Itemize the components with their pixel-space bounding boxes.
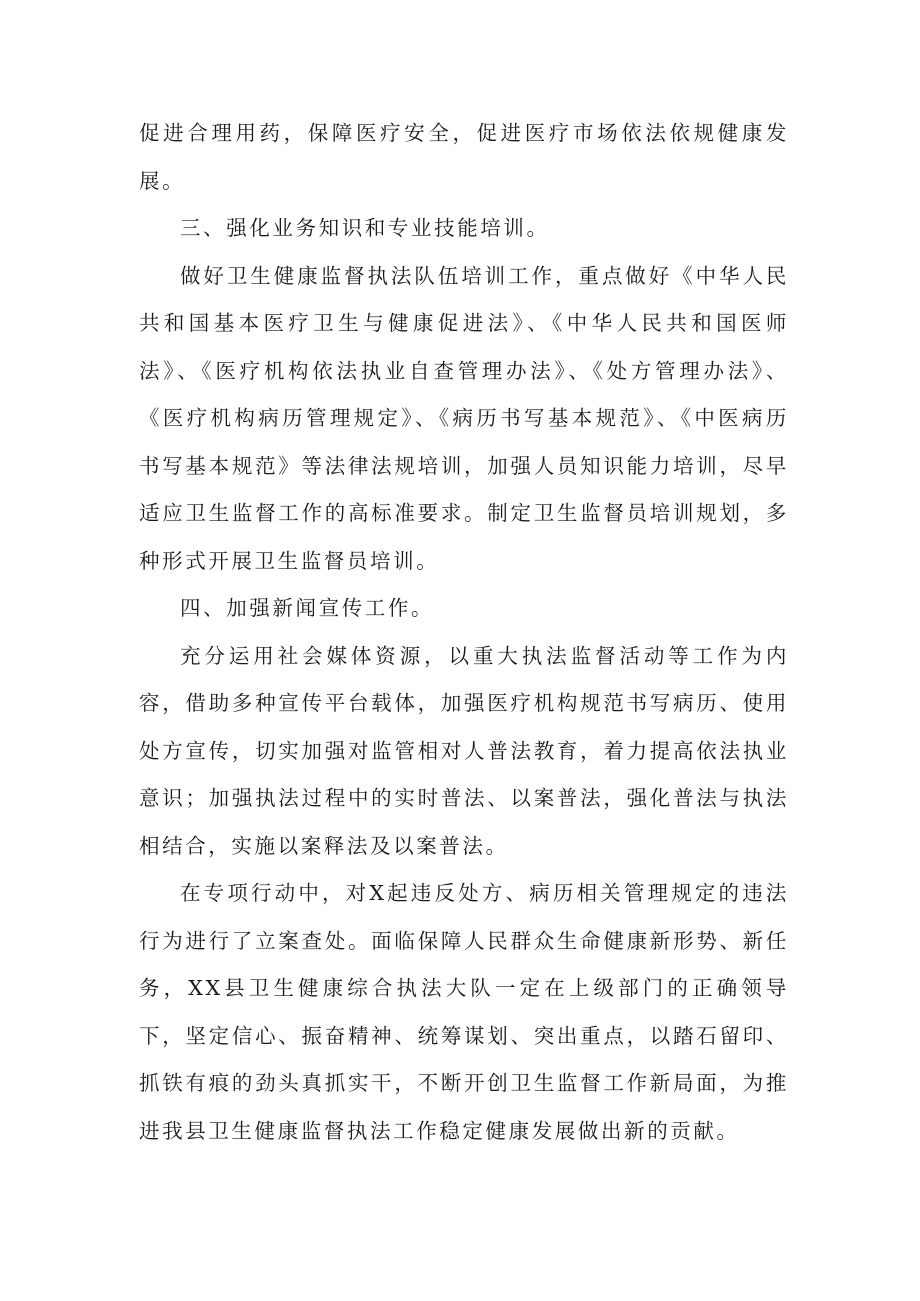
paragraph-publicity: 充分运用社会媒体资源，以重大执法监督活动等工作为内容，借助多种宣传平台载体，加强医疗机构规范书写病历、使用处方宣传，切实加强对监管相对人普法教育，着力提高依法执业意识；加强执法过程中的实时普法、以案普法，强化普法与执法相结合，实施以案释法及以案普法。 — [139, 643, 789, 858]
document-body — [139, 110, 789, 1155]
section-heading-four: 四、加强新闻宣传工作。 — [180, 596, 435, 620]
paragraph-conclusion: 在专项行动中，对X起违反处方、病历相关管理规定的违法行为进行了立案查处。面临保障人民群众生命健康新形势、新任务，XX县卫生健康综合执法大队一定在上级部门的正确领导下，坚定信心、振奋精神、统筹谋划、突出重点，以踏石留印、抓铁有痕的劲头真抓实干，不断开创卫生监督工作新局面，为推进我县卫生健康监督执法工作稳定健康发展做出新的贡献。 — [139, 881, 789, 1143]
paragraph-training: 做好卫生健康监督执法队伍培训工作，重点做好《中华人民共和国基本医疗卫生与健康促进法》、《中华人民共和国医师法》、《医疗机构依法执业自查管理办法》、《处方管理办法》、《医疗机构病历管理规定》、《病历书写基本规范》、《中医病历书写基本规范》等法律法规培训，加强人员知识能力培训，尽早适应卫生监督工作的高标准要求。制定卫生监督员培训规划，多种形式开展卫生监督员培训。 — [139, 263, 789, 573]
paragraph-continuation: 促进合理用药，保障医疗安全，促进医疗市场依法依规健康发展。 — [139, 121, 789, 193]
section-heading-three: 三、强化业务知识和专业技能培训。 — [180, 216, 550, 240]
